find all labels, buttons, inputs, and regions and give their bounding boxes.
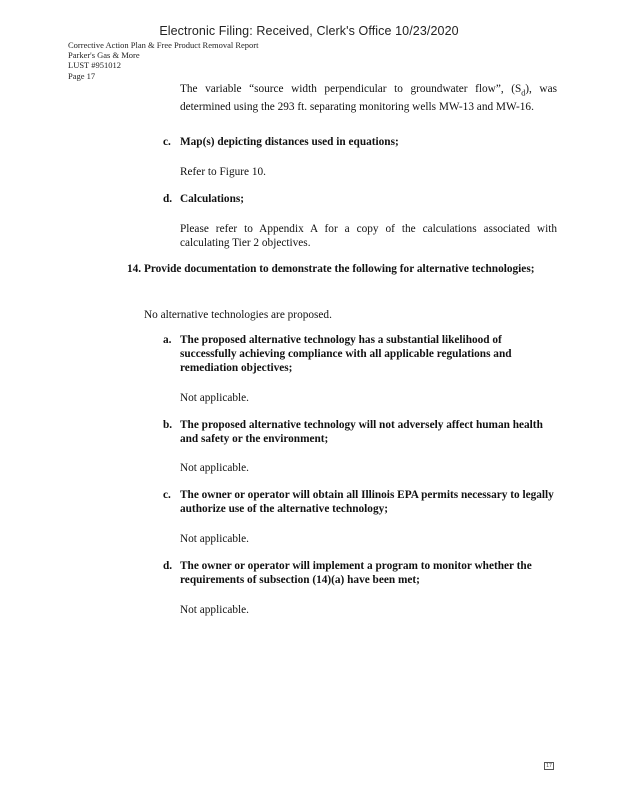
- header-site-name: Parker's Gas & More: [68, 50, 140, 61]
- header-report-title: Corrective Action Plan & Free Product Removal Report: [68, 40, 259, 50]
- alt-item-b-answer: Not applicable.: [180, 462, 250, 474]
- item-d-body: Please refer to Appendix A for a copy of the calculations associated with calculating Tier 2 objectives.: [180, 223, 557, 250]
- item-c-label: c.: [163, 136, 171, 148]
- alt-item-d-answer: Not applicable.: [180, 604, 250, 616]
- header-page-number: Page 17: [68, 70, 96, 81]
- alt-item-a-label: a.: [163, 334, 172, 346]
- alt-item-b-label: b.: [163, 419, 173, 431]
- header-lust-number: LUST #951012: [68, 60, 121, 71]
- alt-item-b-heading: The proposed alternative technology will not adversely affect human health and safety or the environment;: [180, 419, 543, 446]
- intro-paragraph: [180, 82, 557, 115]
- item-c-body: Refer to Figure 10.: [180, 166, 266, 178]
- alt-item-c-answer: Not applicable.: [180, 533, 250, 545]
- intro-subscript: d: [521, 88, 526, 98]
- filing-stamp: Electronic Filing: Received, Clerk's Office 10/23/2020: [159, 24, 459, 38]
- page-marker: 17: [545, 763, 553, 769]
- section-14-intro: No alternative technologies are proposed.: [144, 309, 332, 321]
- alt-item-a-answer: Not applicable.: [180, 392, 250, 404]
- section-14-heading: 14. Provide documentation to demonstrate the following for alternative technologies;: [127, 263, 535, 275]
- intro-text-pre: The variable “source width perpendicular to groundwater flow”, (S: [180, 83, 522, 95]
- item-d-label: d.: [163, 193, 173, 205]
- document-header: [68, 40, 259, 81]
- intro-text-post: ), was determined using the 293 ft. separating monitoring wells MW-13 and MW-16.: [180, 83, 557, 114]
- alt-item-d-label: d.: [163, 560, 173, 572]
- item-c-heading: Map(s) depicting distances used in equations;: [180, 136, 399, 148]
- alt-item-a-heading: The proposed alternative technology has a substantial likelihood of successfully achieving compliance with all applicable regulations and remediation objectives;: [180, 334, 512, 375]
- alt-item-c-label: c.: [163, 489, 171, 501]
- alt-item-d-heading: The owner or operator will implement a program to monitor whether the requirements of subsection (14)(a) have been met;: [180, 560, 532, 587]
- item-d-heading: Calculations;: [180, 193, 245, 205]
- alt-item-c-heading: The owner or operator will obtain all Illinois EPA permits necessary to legally authorize use of the alternative technology;: [180, 489, 554, 516]
